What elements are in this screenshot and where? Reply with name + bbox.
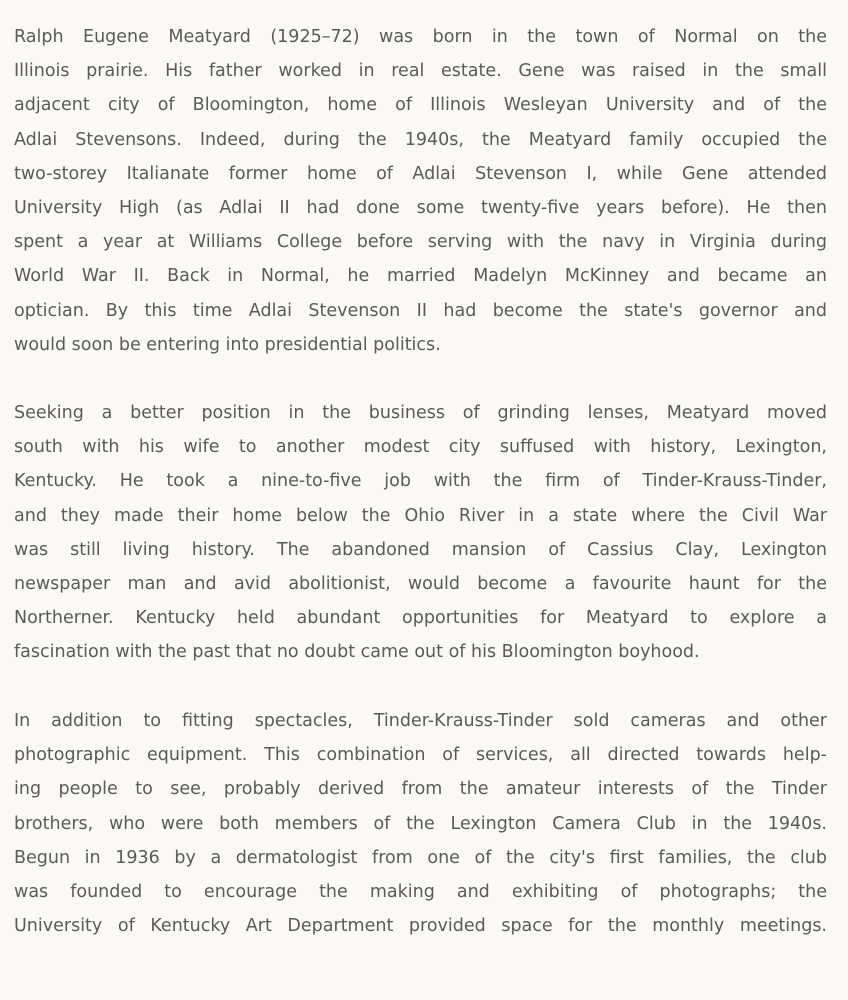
text-line: Adlai Stevensons. Indeed, during the 1940s, the Meatyard family occupied the (14, 129, 827, 150)
paragraph-1 (14, 20, 827, 362)
text-line: University High (as Adlai II had done some twenty-five years before). He then (14, 197, 827, 218)
text-line: World War II. Back in Normal, he married Madelyn McKinney and became an (14, 266, 827, 287)
text-line: fascination with the past that no doubt came out of his Bloomington boyhood. (14, 642, 700, 663)
paragraph-2 (14, 396, 827, 670)
text-line: Kentucky. He took a nine-to-five job with the firm of Tinder-Krauss-Tinder, (14, 471, 827, 492)
text-line: two-storey Italianate former home of Adlai Stevenson I, while Gene attended (14, 163, 827, 184)
text-line: would soon be entering into presidential politics. (14, 334, 441, 355)
text-line: Begun in 1936 by a dermatologist from one of the city's first families, the club (14, 847, 827, 868)
text-line: University of Kentucky Art Department provided space for the monthly meetings. (14, 916, 827, 937)
text-line: Northerner. Kentucky held abundant opportunities for Meatyard to explore a (14, 608, 827, 629)
text-line: optician. By this time Adlai Stevenson II had become the state's governor and (14, 300, 827, 321)
text-line: Ralph Eugene Meatyard (1925–72) was born in the town of Normal on the (14, 27, 827, 47)
text-line: adjacent city of Bloomington, home of Illinois Wesleyan University and of the (14, 95, 827, 116)
text-line: was founded to encourage the making and exhibiting of photographs; the (14, 881, 827, 902)
text-line: Illinois prairie. His father worked in real estate. Gene was raised in the small (14, 61, 827, 82)
text-line: newspaper man and avid abolitionist, would become a favourite haunt for the (14, 573, 827, 594)
paragraph-3 (14, 704, 827, 943)
text-line: In addition to fitting spectacles, Tinder-Krauss-Tinder sold cameras and other (14, 711, 827, 731)
text-line: Seeking a better position in the business of grinding lenses, Meatyard moved (14, 403, 827, 423)
text-line: brothers, who were both members of the Lexington Camera Club in the 1940s. (14, 813, 827, 834)
text-line: spent a year at Williams College before serving with the navy in Virginia during (14, 232, 827, 253)
text-line: photographic equipment. This combination of services, all directed towards help- (14, 745, 827, 766)
text-line: was still living history. The abandoned mansion of Cassius Clay, Lexington (14, 539, 827, 560)
text-line: south with his wife to another modest city suffused with history, Lexington, (14, 437, 827, 458)
text-line: ing people to see, probably derived from the amateur interests of the Tinder (14, 779, 827, 800)
text-line: and they made their home below the Ohio River in a state where the Civil War (14, 505, 827, 526)
